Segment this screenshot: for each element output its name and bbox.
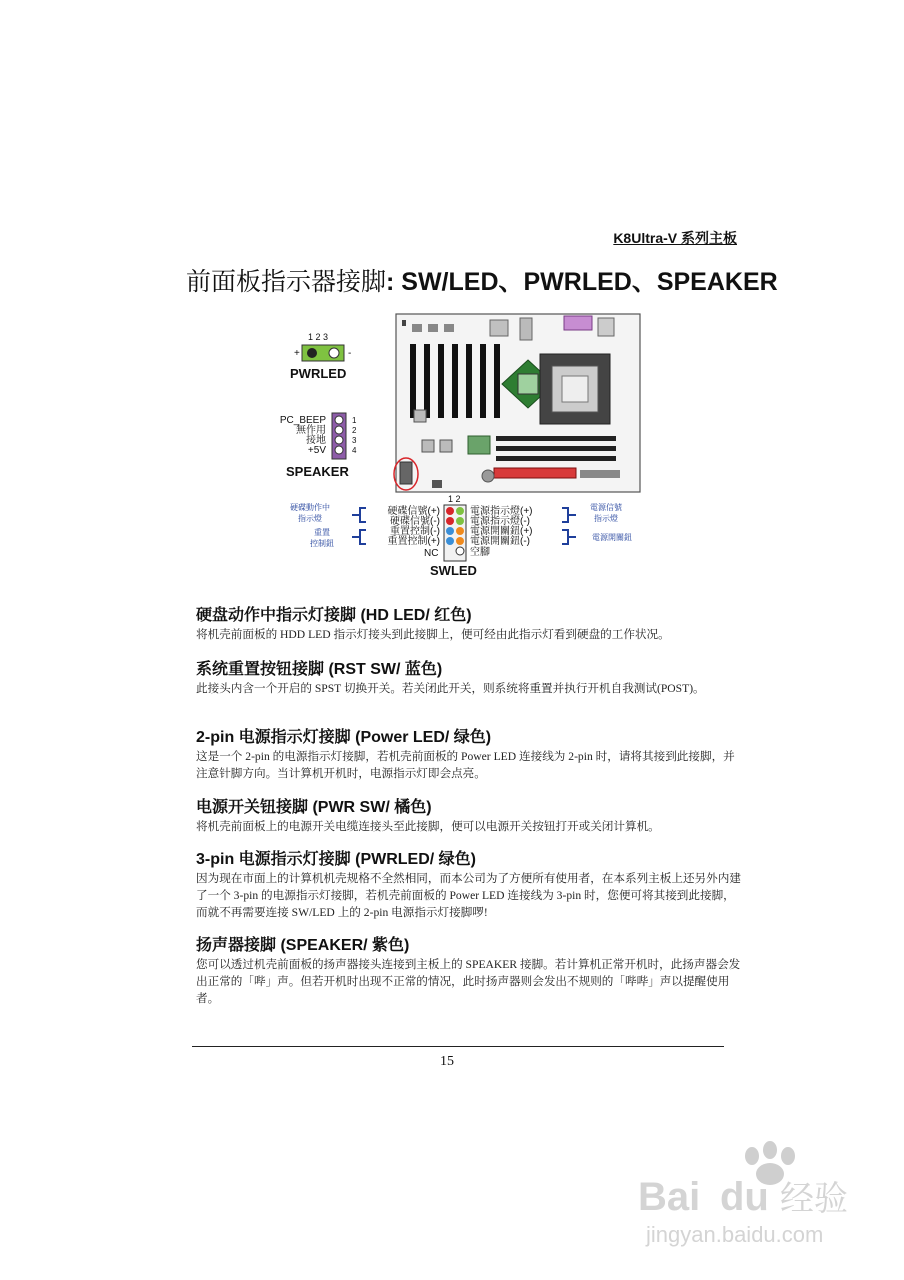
pwrled-minus: -: [348, 348, 352, 359]
group-left-2-line-1: 重置: [314, 528, 330, 537]
swled-header: [388, 494, 533, 578]
pwrled-pin-numbers: 1 2 3: [308, 332, 329, 342]
section-rst-sw-heading: 系统重置按钮接脚 (RST SW/ 蓝色): [196, 661, 443, 678]
motherboard-illustration: [394, 314, 640, 492]
swled-right-row-2: 電源指示燈(-): [470, 516, 530, 527]
group-right-1-line-2: 指示燈: [594, 514, 618, 523]
swled-label: SWLED: [430, 563, 477, 578]
swled-right-row-3: 電源開關鈕(+): [470, 526, 533, 537]
speaker-num-4: 4: [352, 446, 357, 455]
group-right-2: 電源開關鈕: [592, 533, 632, 542]
section-hd-led-body: 将机壳前面板的 HDD LED 指示灯接头到此接脚上，便可经由此指示灯看到硬盘的工作状况。: [196, 628, 670, 641]
swled-right-row-5: 空腳: [470, 547, 490, 558]
section-rst-sw-body: 此接头内含一个开启的 SPST 切换开关。若关闭此开关，则系统将重置并执行开机自我测试(POST)。: [196, 682, 705, 695]
section-power-led-body: 这是一个 2-pin 的电源指示灯接脚，若机壳前面板的 Power LED 连接线为 2-pin 时，请将其接到此接脚，并注意针脚方向。当计算机开机时，电源指示灯即会点亮。: [196, 750, 735, 780]
section-pwr-sw-body: 将机壳前面板上的电源开关电缆连接头至此接脚，便可以电源开关按钮打开或关闭计算机。: [196, 820, 660, 833]
section-pwrled-heading: 3-pin 电源指示灯接脚 (PWRLED/ 绿色): [196, 851, 476, 868]
swled-pin-numbers: 1 2: [448, 494, 461, 504]
watermark-brand-right: du: [720, 1175, 769, 1219]
pwrled-label: PWRLED: [290, 366, 347, 381]
speaker-row-2: 無作用: [296, 425, 326, 436]
swled-nc: NC: [424, 548, 439, 559]
speaker-row-4: +5V: [307, 445, 326, 456]
page-title: [186, 262, 778, 298]
baidu-watermark: [630, 1138, 890, 1258]
swled-right-row-4: 電源開關鈕(-): [470, 536, 530, 547]
group-left-1-line-1: 硬碟動作中: [290, 503, 330, 512]
group-left-1-line-2: 指示燈: [298, 514, 322, 523]
section-speaker-heading: 扬声器接脚 (SPEAKER/ 紫色): [196, 937, 410, 954]
pwrled-plus: +: [294, 348, 300, 359]
page-title-cn: 前面板指示器接脚: [186, 268, 387, 296]
section-hd-led-heading: 硬盘动作中指示灯接脚 (HD LED/ 红色): [196, 607, 472, 624]
speaker-row-3: 接地: [306, 435, 326, 446]
speaker-row-1: PC_BEEP: [279, 415, 326, 426]
swled-right-row-1: 電源指示燈(+): [470, 506, 533, 517]
swled-left-row-4: 重置控制(+): [387, 536, 440, 547]
watermark-brand-left: Bai: [638, 1175, 701, 1219]
speaker-num-2: 2: [352, 426, 357, 435]
group-left-2-line-2: 控制鈕: [310, 539, 334, 548]
page-number: 15: [440, 1054, 454, 1069]
page-title-en: : SW/LED、PWRLED、SPEAKER: [386, 268, 778, 296]
section-pwrled-body: 因为现在市面上的计算机机壳规格不全然相同，而本公司为了方便所有使用者，在本系列主板上还另外内建了一个 3-pin 的电源指示灯接脚，若机壳前面板的 Power LED 连接线为 3-pin 时，您便可将其接到此接脚，而就不再需要连接 SW/LED 上的 2-pin 电源指示灯接脚啰!: [196, 872, 741, 919]
speaker-num-3: 3: [352, 436, 357, 445]
header-series: K8Ultra-V 系列主板: [613, 230, 737, 246]
speaker-header: [280, 413, 357, 479]
speaker-num-1: 1: [352, 416, 357, 425]
swled-left-row-2: 硬碟信號(-): [390, 516, 440, 527]
watermark-brand-cn: 经验: [780, 1179, 848, 1219]
section-pwr-sw-heading: 电源开关钮接脚 (PWR SW/ 橘色): [196, 799, 432, 816]
section-power-led-heading: 2-pin 电源指示灯接脚 (Power LED/ 绿色): [196, 729, 492, 746]
footer-rule: [192, 1046, 724, 1047]
speaker-label: SPEAKER: [286, 464, 349, 479]
swled-left-row-1: 硬碟信號(+): [387, 506, 440, 517]
group-right-1-line-1: 電源信號: [590, 503, 622, 512]
pwrled-header: [290, 332, 351, 381]
front-panel-diagram: [262, 310, 646, 582]
watermark-url: jingyan.baidu.com: [646, 1222, 824, 1247]
swled-left-row-3: 重置控制(-): [390, 526, 440, 537]
section-speaker-body: 您可以透过机壳前面板的扬声器接头连接到主板上的 SPEAKER 接脚。若计算机正常开机时，此扬声器会发出正常的「哔」声。但若开机时出现不正常的情况，此时扬声器则会发出不规则的「哔哔」声以提醒使用者。: [196, 958, 741, 1005]
